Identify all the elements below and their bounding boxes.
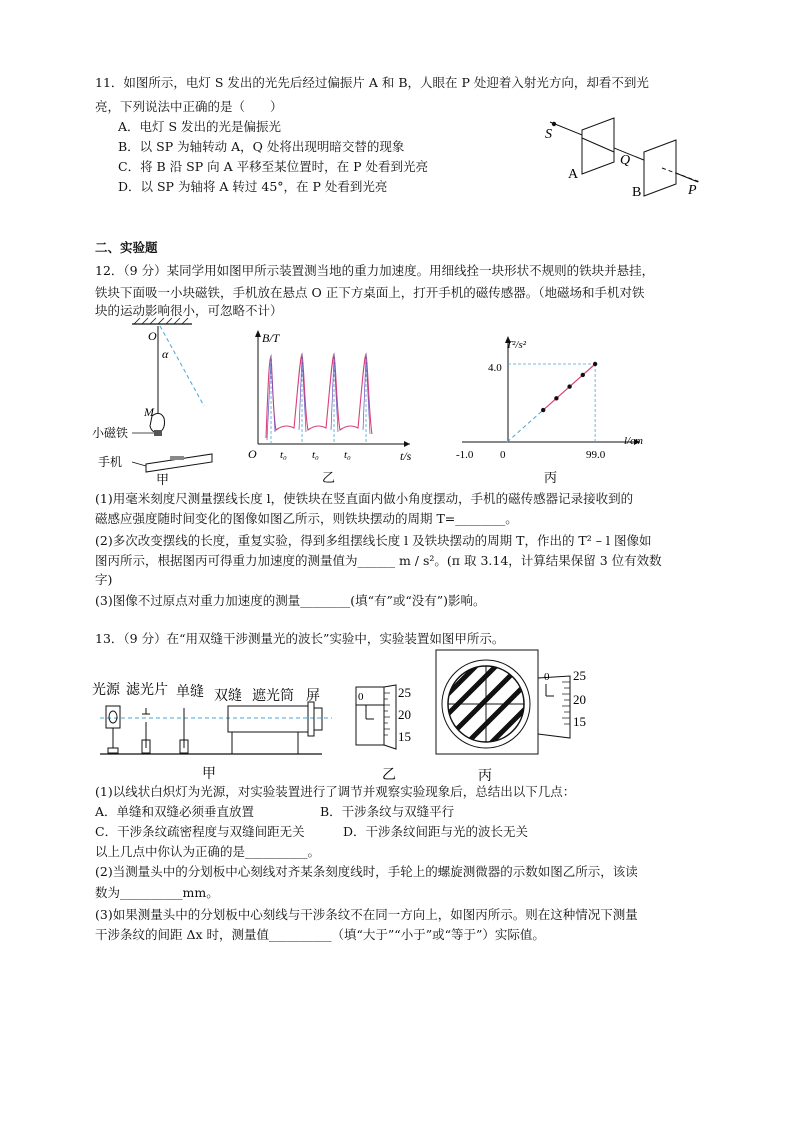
label-q: Q: [620, 153, 631, 168]
q13-figure-yi: [352, 683, 422, 783]
q11-polarizer-figure: [540, 112, 715, 202]
bing-ylabel: T²/s²: [506, 339, 527, 351]
q12-figure-yi: [240, 326, 420, 486]
label-phone: 手机: [98, 455, 123, 469]
q11-option-a: A．电灯 S 发出的光是偏振光: [118, 119, 282, 134]
bing-tick-20: 20: [573, 692, 586, 707]
yi-t0-2: t₀: [312, 449, 319, 461]
label-b: B: [632, 185, 642, 200]
bing-x-tick-neg1: -1.0: [456, 449, 474, 461]
bing-data-point: [554, 396, 558, 400]
q13-figure-bing: [434, 648, 604, 786]
q12-figure-jia: [92, 316, 222, 486]
label-small-magnet: 小磁铁: [92, 426, 129, 440]
q12-figure-bing: [450, 334, 660, 486]
q13-option-b: B．干涉条纹与双缝平行: [320, 804, 455, 819]
yi-tick-15: 15: [398, 729, 411, 744]
bing-x-tick-99: 99.0: [586, 449, 606, 461]
q13-figure-jia: [92, 678, 342, 783]
bing-tick-15: 15: [573, 714, 586, 729]
b-t-curve: [266, 354, 372, 438]
caption-yi-13: 乙: [382, 768, 396, 783]
q11-option-b: B．以 SP 为轴转动 A，Q 处将出现明暗交替的现象: [118, 139, 405, 154]
bing-fit-extension: [507, 410, 543, 442]
yi-t0-1: t₀: [280, 449, 287, 461]
bing-data-point: [567, 384, 571, 388]
q12-part1-line1: (1)用毫米刻度尺测量摆线长度 l，使铁块在竖直面内做小角度摆动，手机的磁传感器记录接收到的: [95, 491, 634, 506]
q13-part1-end: 以上几点中你认为正确的是__________。: [95, 844, 321, 859]
caption-jia-13: 甲: [202, 767, 216, 782]
yi-tick-20: 20: [398, 707, 411, 722]
q12-part1-line2: 磁感应强度随时间变化的图像如图乙所示，则铁块摆动的周期 T=________。: [95, 511, 518, 526]
small-magnet: [154, 430, 162, 436]
q13-part2-line1: (2)当测量头中的分划板中心刻线对齐某条刻度线时，手轮上的螺旋测微器的示数如图乙所示，该读: [95, 864, 638, 879]
q12-stem-line3: 块的运动影响很小，可忽略不计）: [95, 303, 283, 318]
label-filter: 滤光片: [126, 683, 168, 698]
q12-stem-line2: 铁块下面吸一小块磁铁，手机放在悬点 O 正下方桌面上，打开手机的磁传感器。（地磁场和手机对铁: [95, 285, 645, 300]
label-p: P: [688, 183, 697, 198]
swing-dashed-line: [160, 326, 204, 406]
label-double-slit: 双缝: [214, 689, 242, 704]
q13-stem: 13．（9 分）在“用双缝干涉测量光的波长”实验中，实验装置如图甲所示。: [95, 631, 505, 646]
yi-micrometer-zero: 0: [358, 691, 364, 703]
label-single-slit: 单缝: [176, 685, 204, 700]
yi-t0-3: t₀: [344, 449, 351, 461]
q12-part2-line3: 字): [95, 572, 113, 587]
label-o: O: [148, 329, 157, 343]
q11-option-c: C．将 B 沿 SP 向 A 平移至某位置时，在 P 处看到光亮: [118, 159, 428, 174]
lamp-s-dot: [552, 122, 556, 126]
q13-option-a: A．单缝和双缝必须垂直放置: [95, 804, 255, 819]
bing-x-tick-0: 0: [500, 449, 506, 461]
bing-data-point: [541, 408, 545, 412]
yi-tick-25: 25: [398, 685, 411, 700]
q13-part1: (1)以线状白炽灯为光源，对实验装置进行了调节并观察实验现象后，总结出以下几点：: [95, 784, 576, 799]
q11-option-d: D．以 SP 为轴将 A 转过 45°，在 P 处看到光亮: [118, 179, 388, 194]
label-alpha: α: [162, 347, 169, 361]
bing-tick-25: 25: [573, 668, 586, 683]
q13-option-d: D．干涉条纹间距与光的波长无关: [343, 824, 529, 839]
caption-yi: 乙: [322, 470, 336, 485]
bing-plot-area: [462, 336, 640, 445]
bing-y-tick-4: 4.0: [488, 362, 502, 374]
yi-origin: O: [248, 447, 257, 461]
q12-stem-line1: 12．（9 分）某同学用如图甲所示装置测当地的重力加速度。用细线拴一块形状不规则的铁块并悬挂，: [95, 263, 655, 278]
q13-part3-line2: 干涉条纹的间距 Δx 时，测量值__________（填“大于”“小于”或“等于”）实际值。: [95, 927, 545, 942]
label-s: S: [545, 127, 552, 142]
label-light-source: 光源: [92, 683, 120, 698]
q12-part2-line2: 图丙所示，根据图丙可得重力加速度的测量值为______ m / s²。(π 取 3.14，计算结果保留 3 位有效数: [95, 553, 662, 568]
light-shield-tube: [228, 706, 308, 732]
bing-data-point: [593, 362, 597, 366]
q13-part3-line1: (3)如果测量头中的分划板中心刻线与干涉条纹不在同一方向上，如图丙所示。则在这种情况下测量: [95, 907, 638, 922]
label-a: A: [568, 167, 579, 182]
bing-xlabel: l/cm: [624, 435, 643, 447]
bing-micrometer-zero: 0: [544, 671, 550, 683]
q11-stem-line1: 11．如图所示，电灯 S 发出的光先后经过偏振片 A 和 B，人眼在 P 处迎着入射光方向，却看不到光: [95, 75, 649, 90]
polarizer-b: [644, 140, 676, 196]
yi-ylabel: B/T: [262, 331, 280, 345]
bing-data-point: [581, 373, 585, 377]
label-screen: 屏: [306, 689, 320, 704]
label-m: M: [144, 405, 154, 419]
caption-bing-13: 丙: [478, 769, 492, 784]
q12-part3: (3)图像不过原点对重力加速度的测量________(填“有”或“没有”)影响。: [95, 593, 486, 608]
section-heading: 二、实验题: [95, 240, 158, 255]
polarizer-a: [582, 118, 614, 174]
q12-part2-line1: (2)多次改变摆线的长度，重复实验，得到多组摆线长度 l 及铁块摆动的周期 T，作出的 T² – l 图像如: [95, 533, 652, 548]
q13-part2-line2: 数为__________mm。: [95, 885, 219, 900]
q13-option-c: C．干涉条纹疏密程度与双缝间距无关: [95, 824, 305, 839]
yi-xlabel: t/s: [400, 449, 412, 463]
label-tube: 遮光筒: [252, 689, 294, 704]
q11-stem-line2: 亮，下列说法中正确的是（ ）: [95, 99, 283, 114]
caption-bing: 丙: [544, 470, 558, 485]
caption-jia: 甲: [156, 472, 170, 486]
